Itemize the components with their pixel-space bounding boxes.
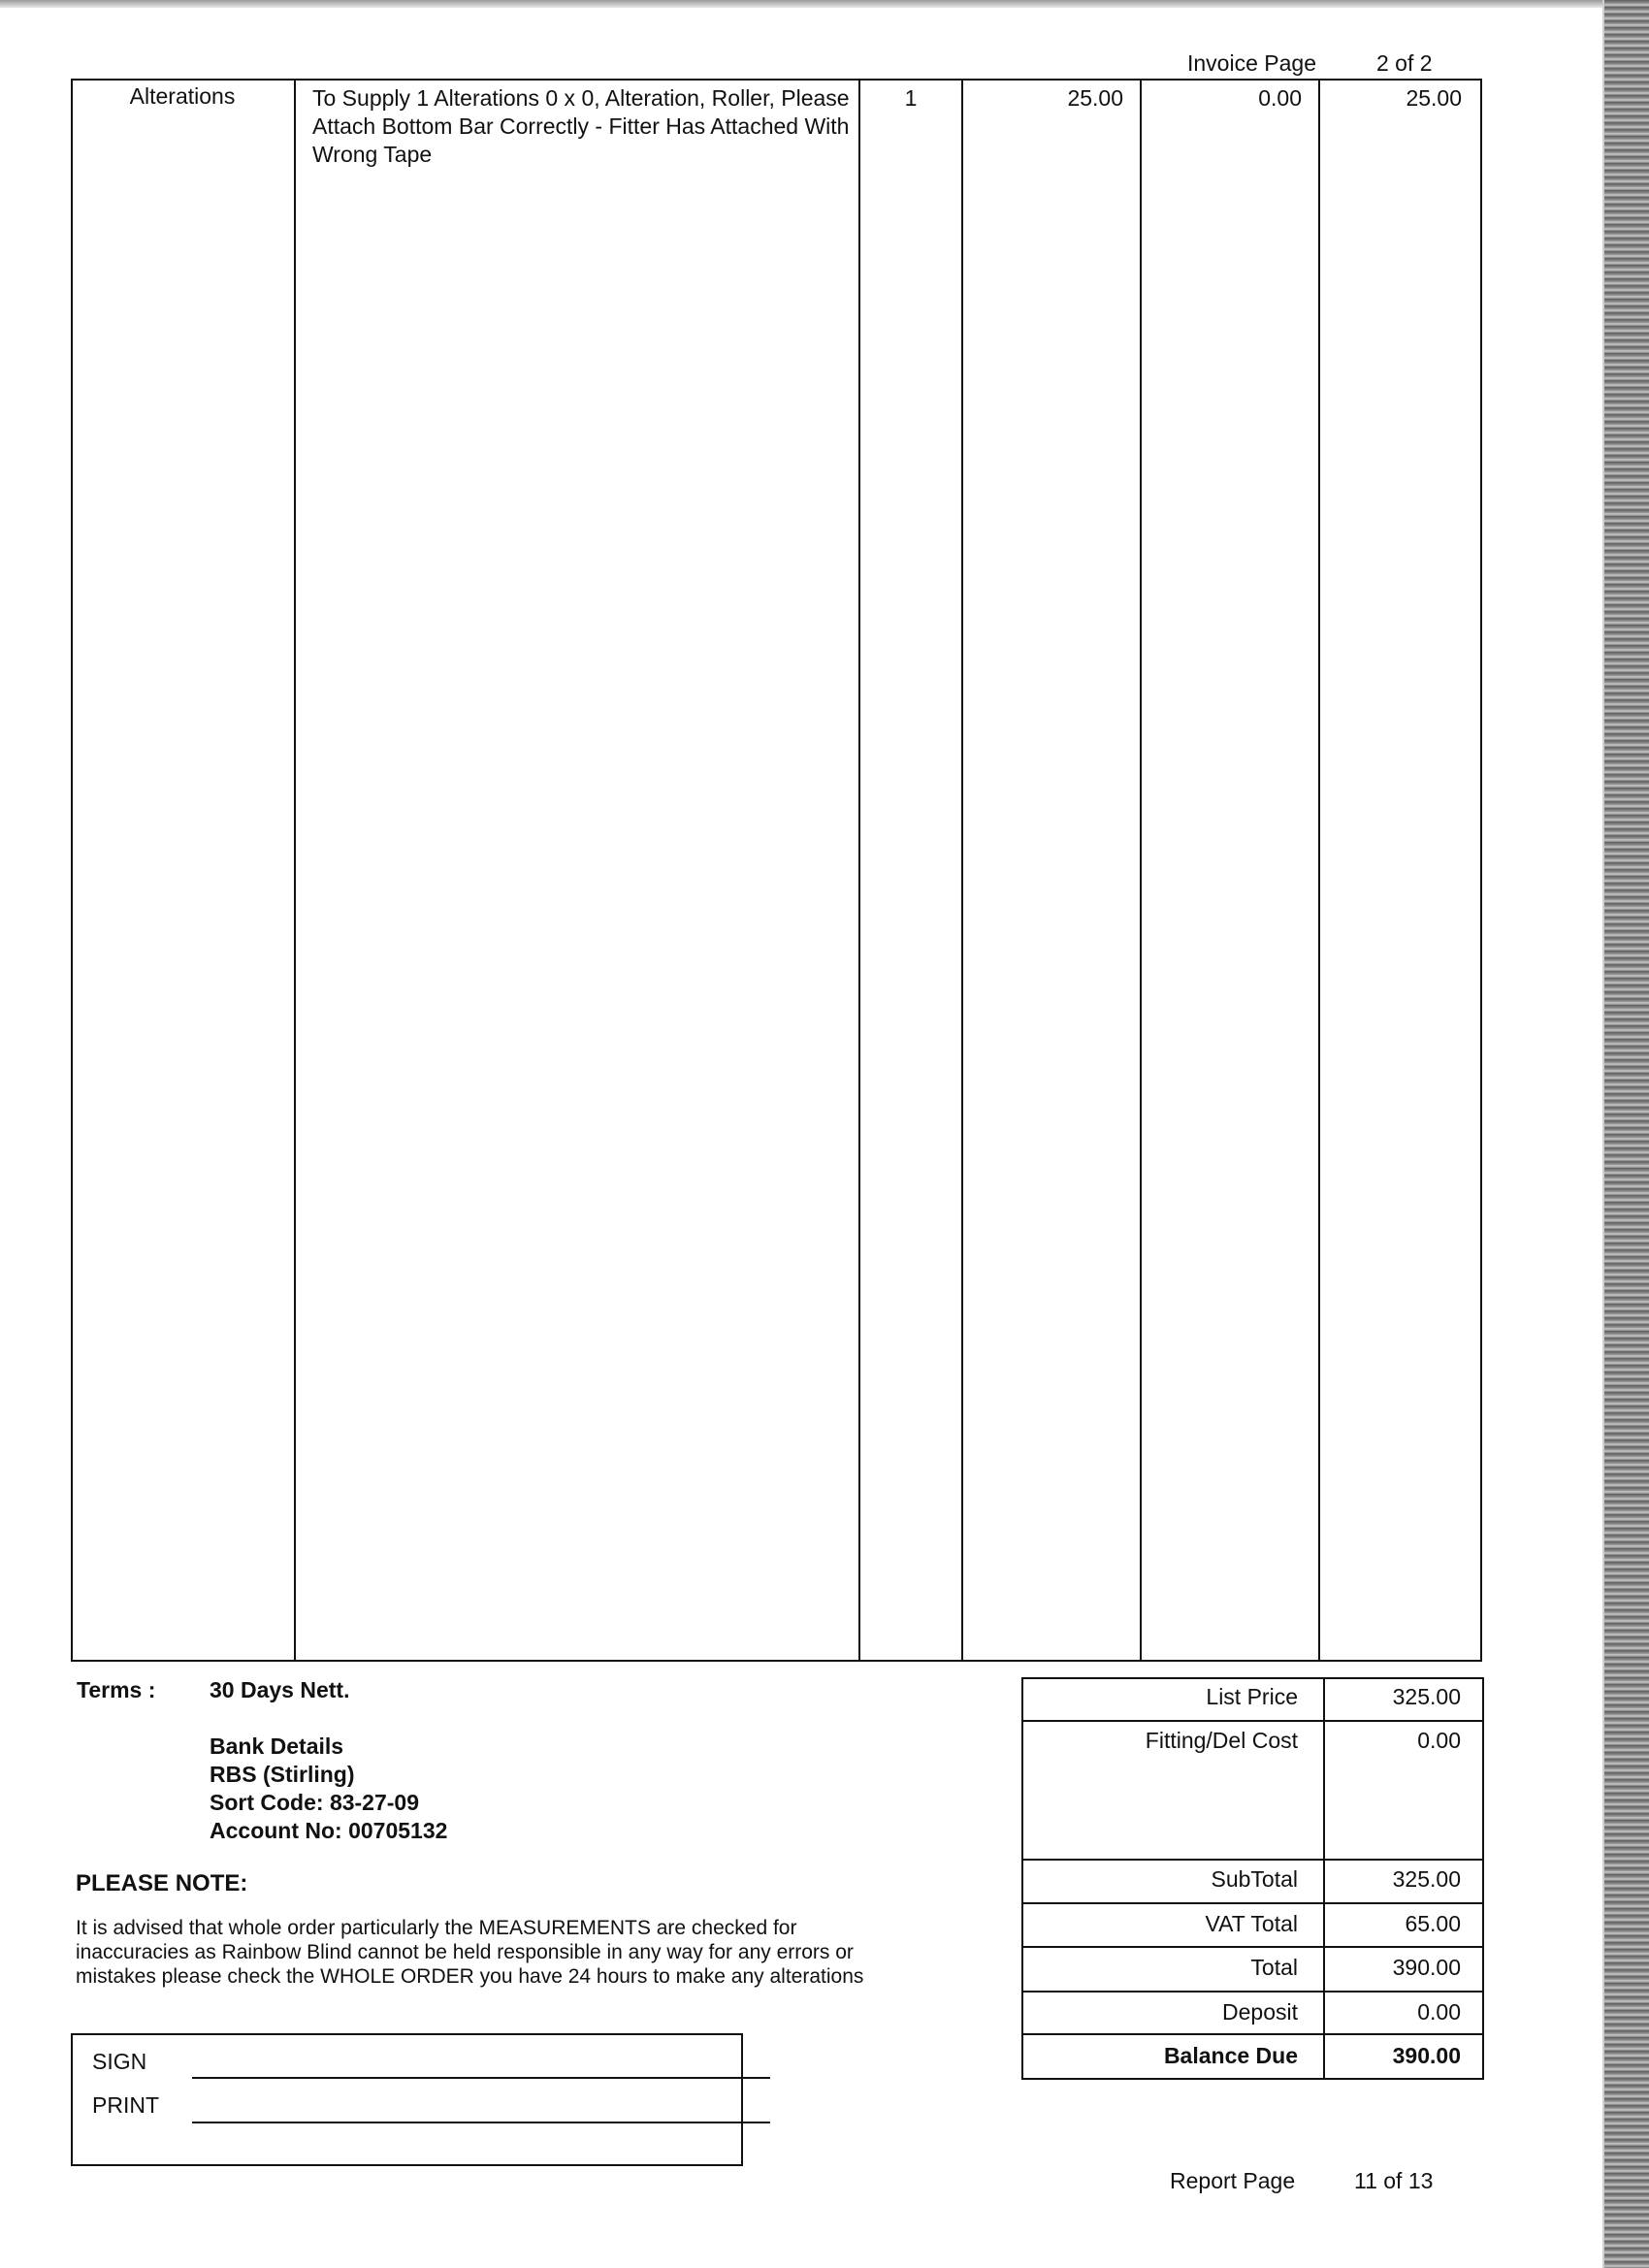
row-divider bbox=[1023, 1991, 1482, 1993]
row-divider bbox=[1023, 1902, 1482, 1904]
row-divider bbox=[1023, 1720, 1482, 1722]
row-divider bbox=[1023, 1859, 1482, 1861]
bank-name: RBS (Stirling) bbox=[210, 1762, 355, 1787]
item-discount: 0.00 bbox=[1258, 85, 1302, 111]
item-unit-price: 25.00 bbox=[1067, 85, 1123, 111]
item-qty: 1 bbox=[904, 85, 918, 111]
list-price-label: List Price bbox=[1206, 1684, 1298, 1709]
totals-divider bbox=[1323, 1679, 1325, 2078]
vat-total-value: 65.00 bbox=[1405, 1911, 1461, 1936]
column-divider bbox=[294, 81, 296, 1660]
terms-value: 30 Days Nett. bbox=[210, 1677, 350, 1702]
print-label: PRINT bbox=[92, 2092, 159, 2118]
report-page-label: Report Page bbox=[1170, 2168, 1296, 2193]
sign-line[interactable] bbox=[192, 2077, 770, 2079]
note-line-2: inaccuracies as Rainbow Blind cannot be held responsible in any way for any errors or bbox=[76, 1941, 854, 1963]
subtotal-value: 325.00 bbox=[1392, 1866, 1461, 1892]
column-divider bbox=[858, 81, 860, 1660]
deposit-label: Deposit bbox=[1222, 1999, 1298, 2025]
item-product: Alterations bbox=[129, 83, 236, 109]
fitting-cost-label: Fitting/Del Cost bbox=[1145, 1728, 1298, 1753]
balance-due-value: 390.00 bbox=[1392, 2043, 1461, 2068]
subtotal-label: SubTotal bbox=[1211, 1866, 1298, 1892]
sort-code: Sort Code: 83-27-09 bbox=[210, 1790, 420, 1815]
item-total: 25.00 bbox=[1406, 85, 1462, 111]
totals-box bbox=[1021, 1677, 1484, 2080]
row-divider bbox=[1023, 2033, 1482, 2035]
terms-label: Terms : bbox=[77, 1677, 156, 1702]
report-page-value: 11 of 13 bbox=[1354, 2168, 1434, 2193]
account-number: Account No: 00705132 bbox=[210, 1818, 448, 1843]
column-divider bbox=[1318, 81, 1320, 1660]
please-note-title: PLEASE NOTE: bbox=[76, 1870, 248, 1896]
print-line[interactable] bbox=[192, 2122, 770, 2123]
bank-details-title: Bank Details bbox=[210, 1733, 344, 1759]
fitting-cost-value: 0.00 bbox=[1417, 1728, 1461, 1753]
column-divider bbox=[1140, 81, 1142, 1660]
scan-edge-right bbox=[1602, 0, 1649, 2268]
item-description: To Supply 1 Alterations 0 x 0, Alteration, Roller, Please Attach Bottom Bar Correctly - Fitter Has Attached With Wrong Tape bbox=[312, 85, 850, 167]
deposit-value: 0.00 bbox=[1417, 1999, 1461, 2025]
signature-box bbox=[71, 2033, 743, 2166]
note-line-3: mistakes please check the WHOLE ORDER you have 24 hours to make any alterations bbox=[76, 1965, 864, 1988]
total-label: Total bbox=[1250, 1955, 1298, 1980]
vat-total-label: VAT Total bbox=[1205, 1911, 1298, 1936]
list-price-value: 325.00 bbox=[1392, 1684, 1461, 1709]
balance-due-label: Balance Due bbox=[1163, 2043, 1298, 2068]
sign-label: SIGN bbox=[92, 2049, 147, 2074]
invoice-page-value: 2 of 2 bbox=[1376, 50, 1433, 76]
items-table bbox=[71, 79, 1482, 1662]
column-divider bbox=[961, 81, 963, 1660]
total-value: 390.00 bbox=[1392, 1955, 1461, 1980]
row-divider bbox=[1023, 1946, 1482, 1948]
note-line-1: It is advised that whole order particularly the MEASUREMENTS are checked for bbox=[76, 1917, 797, 1939]
invoice-page-label: Invoice Page bbox=[1187, 50, 1316, 76]
scan-edge-top bbox=[0, 0, 1649, 8]
